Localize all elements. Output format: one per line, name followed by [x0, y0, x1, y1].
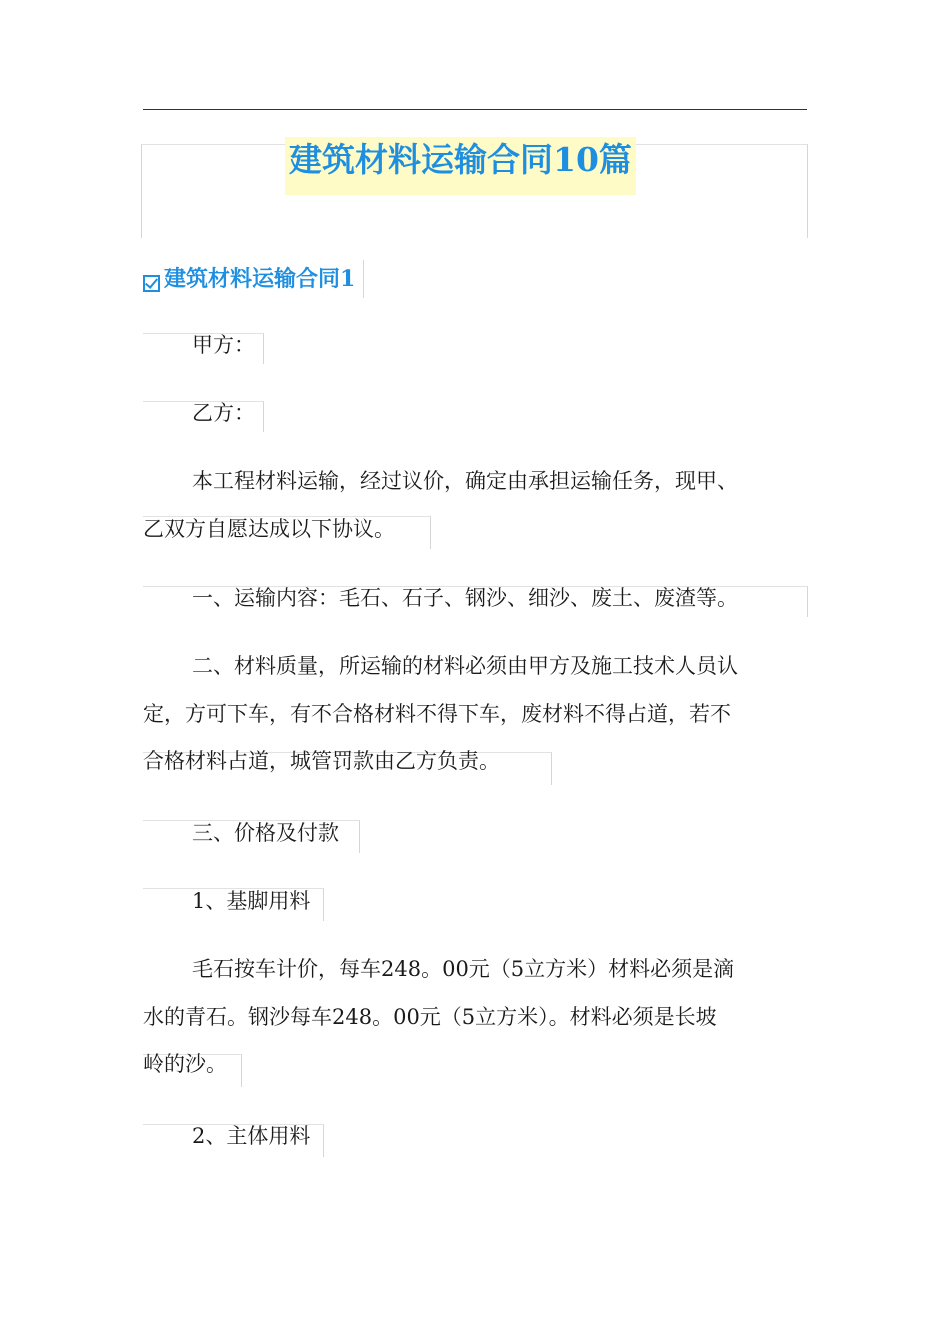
section-heading-text: 建筑材料运输合同1: [164, 266, 356, 292]
paragraph-line: 2、主体用料: [192, 1124, 311, 1148]
paragraph-line: 水的青石。钢沙每车248。00元（5立方米）。材料必须是长坡: [143, 1004, 717, 1029]
paragraph-line: 三、价格及付款: [192, 821, 339, 845]
paragraph-party-b: [143, 390, 807, 438]
paragraph-item-1: [143, 878, 807, 926]
section-heading: [143, 260, 364, 298]
paragraph-clause-1: [143, 575, 807, 623]
paragraph-line: 甲方：: [192, 333, 255, 357]
paragraph-clause-2: [143, 643, 807, 786]
paragraph-line: 本工程材料运输，经过议价，确定由承担运输任务，现甲、: [192, 469, 738, 493]
paragraph-item-2: [143, 1113, 807, 1161]
paragraph-line: 定，方可下车，有不合格材料不得下车，废材料不得占道，若不: [143, 701, 731, 726]
top-rule: [143, 109, 807, 110]
paragraph-line: 一、运输内容：毛石、石子、钢沙、细沙、废土、废渣等。: [192, 586, 738, 610]
paragraph-pricing: [143, 946, 807, 1089]
checkbox-icon: [143, 275, 160, 292]
paragraph-line: 合格材料占道，城管罚款由乙方负责。: [143, 749, 500, 773]
paragraph-clause-3: [143, 810, 807, 858]
paragraph-line: 岭的沙。: [143, 1052, 227, 1076]
paragraph-party-a: [143, 322, 807, 370]
paragraph-line: 毛石按车计价，每车248。00元（5立方米）材料必须是滴: [192, 957, 735, 981]
paragraph-line: 乙双方自愿达成以下协议。: [143, 516, 395, 541]
document-title: 建筑材料运输合同10篇: [285, 137, 636, 195]
paragraph-line: 1、基脚用料: [192, 889, 311, 913]
paragraph-intro: [143, 458, 807, 553]
paragraph-line: 乙方：: [192, 401, 255, 425]
paragraph-line: 二、材料质量，所运输的材料必须由甲方及施工技术人员认: [192, 654, 738, 678]
